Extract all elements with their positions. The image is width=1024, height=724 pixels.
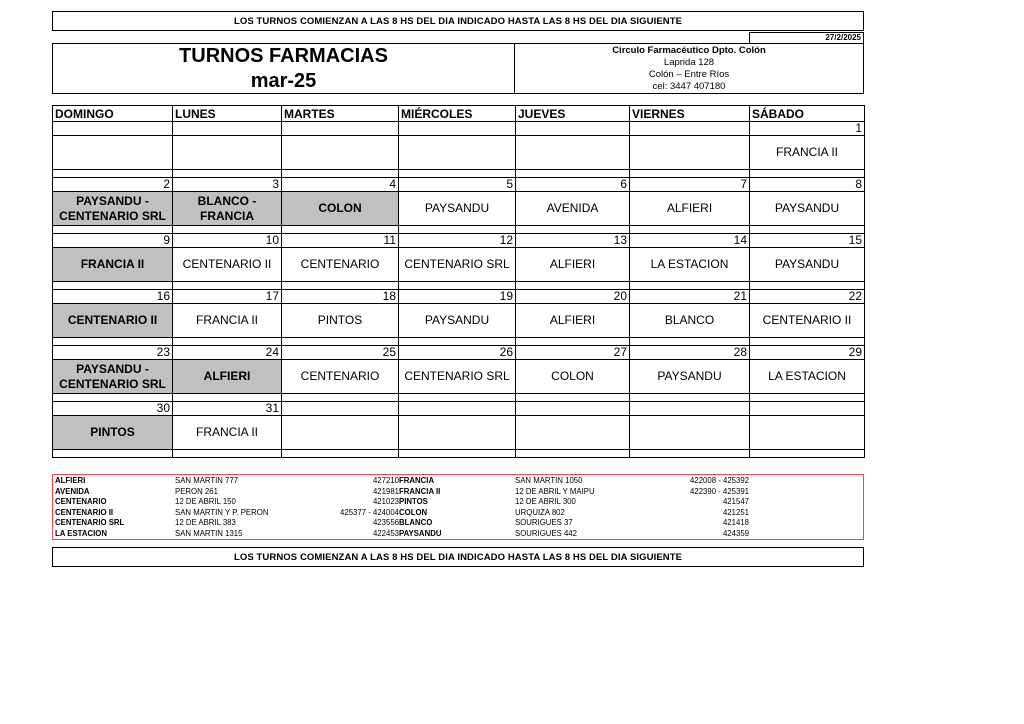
- day-number: 10: [173, 234, 282, 248]
- day-number: 13: [516, 234, 630, 248]
- pharmacy-directory: [52, 474, 864, 540]
- spacer-cell: [750, 338, 865, 346]
- spacer-cell: [750, 450, 865, 458]
- pharmacy-on-duty: PAYSANDU: [750, 192, 865, 226]
- day-number-row: [53, 402, 865, 416]
- spacer-row: [53, 282, 865, 290]
- pharmacy-name: CENTENARIO SRL: [55, 518, 125, 527]
- directory-entry: [399, 487, 749, 498]
- spacer-cell: [630, 170, 750, 178]
- organization-address: Laprida 128: [663, 56, 715, 68]
- day-number: [53, 122, 173, 136]
- spacer-cell: [399, 394, 516, 402]
- pharmacy-address: 12 DE ABRIL 300: [515, 497, 576, 506]
- spacer-cell: [173, 226, 282, 234]
- day-number-row: [53, 290, 865, 304]
- directory-entry: [399, 529, 749, 540]
- pharmacy-on-duty: ALFIERI: [516, 304, 630, 338]
- spacer-cell: [173, 338, 282, 346]
- pharmacy-on-duty: [399, 136, 516, 170]
- spacer-cell: [516, 226, 630, 234]
- spacer-cell: [750, 394, 865, 402]
- pharmacy-on-duty: CENTENARIO II: [53, 304, 173, 338]
- pharmacy-on-duty: ALFIERI: [173, 360, 282, 394]
- pharmacy-phone: 424359: [722, 528, 749, 538]
- day-number: 4: [282, 178, 399, 192]
- pharmacy-on-duty: [516, 416, 630, 450]
- spacer-cell: [173, 170, 282, 178]
- day-number: 11: [282, 234, 399, 248]
- pharmacy-address: 12 DE ABRIL 383: [175, 518, 236, 527]
- month-label: mar-25: [250, 69, 317, 92]
- spacer-cell: [173, 282, 282, 290]
- pharmacy-on-duty: ALFIERI: [630, 192, 750, 226]
- weekday-header: JUEVES: [516, 106, 630, 122]
- spacer-cell: [282, 282, 399, 290]
- pharmacy-on-duty: PAYSANDU: [630, 360, 750, 394]
- day-number: [630, 122, 750, 136]
- day-number: 6: [516, 178, 630, 192]
- day-number-row: [53, 122, 865, 136]
- header-box: [52, 43, 864, 94]
- pharmacy-on-duty: CENTENARIO SRL: [399, 248, 516, 282]
- directory-entry: [55, 487, 399, 498]
- weekday-header: MIÉRCOLES: [399, 106, 516, 122]
- directory-entry: [399, 476, 749, 487]
- pharmacy-name: CENTENARIO II: [55, 507, 114, 517]
- day-number: 25: [282, 346, 399, 360]
- pharmacy-on-duty: PAYSANDU: [399, 304, 516, 338]
- day-number: 26: [399, 346, 516, 360]
- pharmacy-phone: 421547: [722, 497, 749, 506]
- spacer-row: [53, 338, 865, 346]
- day-number: 2: [53, 178, 173, 192]
- document-date: 27/2/2025: [749, 32, 864, 43]
- spacer-cell: [516, 170, 630, 178]
- pharmacy-phone: 422008 - 425392: [690, 476, 749, 485]
- pharmacy-address: SOURIGUES 442: [515, 528, 577, 538]
- pharmacy-name: CENTENARIO: [55, 497, 107, 506]
- directory-entry: [55, 508, 399, 519]
- day-number: 21: [630, 290, 750, 304]
- day-number: 27: [516, 346, 630, 360]
- spacer-cell: [750, 170, 865, 178]
- pharmacy-on-duty: CENTENARIO: [282, 360, 399, 394]
- pharmacy-on-duty: [399, 416, 516, 450]
- pharmacy-name: COLON: [399, 507, 428, 517]
- spacer-cell: [516, 338, 630, 346]
- pharmacy-on-duty: [282, 136, 399, 170]
- spacer-cell: [399, 226, 516, 234]
- pharmacy-on-duty: CENTENARIO SRL: [399, 360, 516, 394]
- page-title: TURNOS FARMACIAS: [179, 44, 388, 67]
- spacer-row: [53, 226, 865, 234]
- pharmacy-on-duty: [516, 136, 630, 170]
- day-number: 16: [53, 290, 173, 304]
- spacer-row: [53, 170, 865, 178]
- pharmacy-on-duty: FRANCIA II: [53, 248, 173, 282]
- pharmacy-on-duty: CENTENARIO II: [750, 304, 865, 338]
- spacer-cell: [516, 450, 630, 458]
- organization-name: Circulo Farmacéutico Dpto. Colón: [612, 44, 766, 56]
- spacer-cell: [282, 170, 399, 178]
- weekday-header: LUNES: [173, 106, 282, 122]
- spacer-cell: [516, 394, 630, 402]
- day-number: 19: [399, 290, 516, 304]
- spacer-cell: [399, 450, 516, 458]
- day-number: [516, 122, 630, 136]
- pharmacy-on-duty: AVENIDA: [516, 192, 630, 226]
- directory-entry: [55, 529, 399, 540]
- day-number-row: [53, 346, 865, 360]
- spacer-row: [53, 450, 865, 458]
- pharmacy-name: BLANCO: [399, 518, 433, 527]
- spacer-cell: [399, 170, 516, 178]
- day-number: [282, 122, 399, 136]
- day-number: 22: [750, 290, 865, 304]
- day-number: 17: [173, 290, 282, 304]
- top-notice-text: LOS TURNOS COMIENZAN A LAS 8 HS DEL DIA INDICADO HASTA LAS 8 HS DEL DIA SIGUIENTE: [233, 15, 683, 27]
- pharmacy-on-duty: BLANCO - FRANCIA: [173, 192, 282, 226]
- pharmacy-address: URQUIZA 802: [515, 507, 565, 517]
- pharmacy-phone: 421981: [372, 486, 399, 496]
- pharmacy-row: [53, 192, 865, 226]
- pharmacy-address: SAN MARTIN 1315: [175, 528, 243, 538]
- day-number: 3: [173, 178, 282, 192]
- pharmacy-name: ALFIERI: [55, 476, 86, 485]
- directory-entry: [399, 518, 749, 529]
- day-number: [630, 402, 750, 416]
- day-number: 29: [750, 346, 865, 360]
- day-number: 7: [630, 178, 750, 192]
- pharmacy-phone: 422390 - 425391: [690, 486, 749, 496]
- day-number: 23: [53, 346, 173, 360]
- pharmacy-name: FRANCIA II: [399, 486, 441, 496]
- day-number: 15: [750, 234, 865, 248]
- pharmacy-on-duty: COLON: [282, 192, 399, 226]
- pharmacy-on-duty: [630, 416, 750, 450]
- directory-entry: [399, 497, 749, 508]
- pharmacy-on-duty: ALFIERI: [516, 248, 630, 282]
- organization-phone: cel: 3447 407180: [652, 80, 726, 92]
- spacer-cell: [630, 394, 750, 402]
- spacer-cell: [282, 338, 399, 346]
- day-number: 31: [173, 402, 282, 416]
- pharmacy-name: LA ESTACION: [55, 528, 107, 538]
- pharmacy-name: AVENIDA: [55, 486, 90, 496]
- pharmacy-phone: 421251: [722, 507, 749, 517]
- spacer-cell: [53, 338, 173, 346]
- pharmacy-on-duty: PAYSANDU - CENTENARIO SRL: [53, 360, 173, 394]
- spacer-cell: [750, 226, 865, 234]
- pharmacy-on-duty: LA ESTACION: [630, 248, 750, 282]
- day-number: 12: [399, 234, 516, 248]
- pharmacy-row: [53, 248, 865, 282]
- pharmacy-row: [53, 136, 865, 170]
- pharmacy-on-duty: [282, 416, 399, 450]
- weekday-header: DOMINGO: [53, 106, 173, 122]
- pharmacy-on-duty: [750, 416, 865, 450]
- weekday-header: VIERNES: [630, 106, 750, 122]
- day-number: 1: [750, 122, 865, 136]
- pharmacy-on-duty: FRANCIA II: [173, 304, 282, 338]
- pharmacy-on-duty: COLON: [516, 360, 630, 394]
- pharmacy-name: FRANCIA: [399, 476, 435, 485]
- pharmacy-name: PAYSANDU: [399, 528, 442, 538]
- pharmacy-on-duty: FRANCIA II: [173, 416, 282, 450]
- pharmacy-address: SAN MARTIN Y P. PERON: [175, 507, 269, 517]
- pharmacy-on-duty: [53, 136, 173, 170]
- spacer-cell: [750, 282, 865, 290]
- spacer-row: [53, 394, 865, 402]
- pharmacy-on-duty: PAYSANDU - CENTENARIO SRL: [53, 192, 173, 226]
- organization-city: Colón – Entre Ríos: [648, 68, 730, 80]
- spacer-cell: [630, 450, 750, 458]
- pharmacy-on-duty: CENTENARIO II: [173, 248, 282, 282]
- day-number-row: [53, 234, 865, 248]
- day-number: [173, 122, 282, 136]
- pharmacy-phone: 427210: [372, 476, 399, 485]
- pharmacy-address: PERON 261: [175, 486, 218, 496]
- day-number: 14: [630, 234, 750, 248]
- spacer-cell: [630, 338, 750, 346]
- spacer-cell: [173, 450, 282, 458]
- pharmacy-on-duty: BLANCO: [630, 304, 750, 338]
- shift-calendar: [52, 105, 865, 458]
- day-number-row: [53, 178, 865, 192]
- pharmacy-phone: 421418: [722, 518, 749, 527]
- weekday-header: SÁBADO: [750, 106, 865, 122]
- pharmacy-phone: 425377 - 424004: [340, 507, 399, 517]
- spacer-cell: [282, 450, 399, 458]
- pharmacy-on-duty: FRANCIA II: [750, 136, 865, 170]
- pharmacy-phone: 423556: [372, 518, 399, 527]
- day-number: 5: [399, 178, 516, 192]
- pharmacy-on-duty: [630, 136, 750, 170]
- directory-column-right: [399, 476, 749, 539]
- spacer-cell: [53, 450, 173, 458]
- pharmacy-phone: 421023: [372, 497, 399, 506]
- directory-entry: [55, 497, 399, 508]
- pharmacy-name: PINTOS: [399, 497, 428, 506]
- pharmacy-address: SOURIGUES 37: [515, 518, 573, 527]
- spacer-cell: [173, 394, 282, 402]
- pharmacy-on-duty: CENTENARIO: [282, 248, 399, 282]
- day-number: 30: [53, 402, 173, 416]
- day-number: [516, 402, 630, 416]
- day-number: 20: [516, 290, 630, 304]
- pharmacy-on-duty: PINTOS: [53, 416, 173, 450]
- pharmacy-on-duty: LA ESTACION: [750, 360, 865, 394]
- spacer-cell: [53, 226, 173, 234]
- spacer-cell: [53, 394, 173, 402]
- pharmacy-row: [53, 360, 865, 394]
- spacer-cell: [630, 282, 750, 290]
- top-notice-banner: [52, 11, 864, 31]
- directory-entry: [55, 476, 399, 487]
- spacer-cell: [282, 394, 399, 402]
- day-number: [399, 402, 516, 416]
- day-number: 24: [173, 346, 282, 360]
- day-number: [282, 402, 399, 416]
- directory-entry: [399, 508, 749, 519]
- day-number: 9: [53, 234, 173, 248]
- spacer-cell: [53, 282, 173, 290]
- bottom-notice-text: LOS TURNOS COMIENZAN A LAS 8 HS DEL DIA INDICADO HASTA LAS 8 HS DEL DIA SIGUIENTE: [233, 551, 683, 563]
- day-number: 18: [282, 290, 399, 304]
- spacer-cell: [282, 226, 399, 234]
- day-number: 28: [630, 346, 750, 360]
- pharmacy-address: 12 DE ABRIL Y MAIPU: [515, 486, 595, 496]
- weekday-header: MARTES: [282, 106, 399, 122]
- bottom-notice-banner: [52, 547, 864, 567]
- spacer-cell: [516, 282, 630, 290]
- pharmacy-address: SAN MARTIN 777: [175, 476, 239, 485]
- pharmacy-row: [53, 416, 865, 450]
- spacer-cell: [630, 226, 750, 234]
- pharmacy-on-duty: PAYSANDU: [399, 192, 516, 226]
- pharmacy-phone: 422453: [372, 528, 399, 538]
- pharmacy-address: 12 DE ABRIL 150: [175, 497, 236, 506]
- directory-column-left: [55, 476, 399, 539]
- directory-entry: [55, 518, 399, 529]
- spacer-cell: [399, 338, 516, 346]
- spacer-cell: [399, 282, 516, 290]
- day-number: 8: [750, 178, 865, 192]
- day-number: [750, 402, 865, 416]
- pharmacy-address: SAN MARTIN 1050: [515, 476, 583, 485]
- pharmacy-on-duty: PINTOS: [282, 304, 399, 338]
- pharmacy-on-duty: PAYSANDU: [750, 248, 865, 282]
- weekday-header-row: [53, 106, 865, 122]
- day-number: [399, 122, 516, 136]
- pharmacy-row: [53, 304, 865, 338]
- title-block: [53, 44, 515, 93]
- spacer-cell: [53, 170, 173, 178]
- organization-block: [515, 44, 863, 93]
- pharmacy-on-duty: [173, 136, 282, 170]
